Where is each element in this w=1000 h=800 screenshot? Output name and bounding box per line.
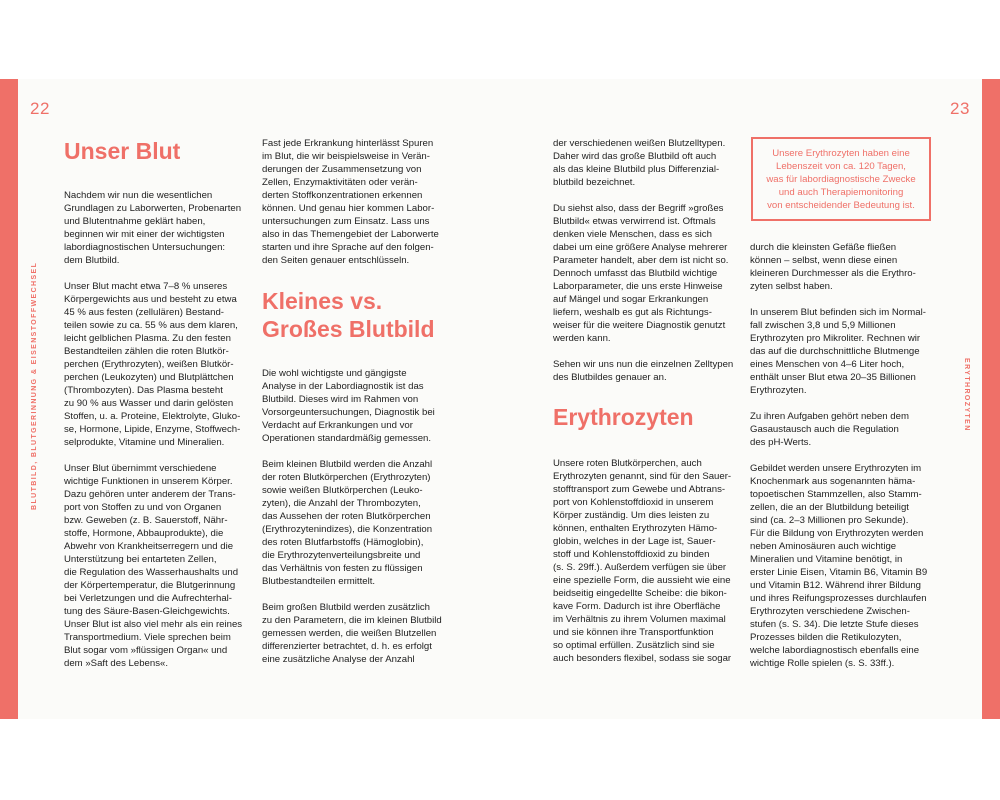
- text-line: Blutbild. Dieses wird im Rahmen von: [262, 394, 419, 405]
- text-line: können, enthalten Erythrozyten Hämo-: [553, 523, 718, 534]
- text-line: Blut sogar vom »flüssigen Organ« und: [64, 645, 228, 656]
- text-line: der verschiedenen weißen Blutzelltypen.: [553, 138, 726, 149]
- text-line: In unserem Blut befinden sich im Normal-: [750, 307, 926, 318]
- text-line: globin, welches in der Lage ist, Sauer-: [553, 536, 716, 547]
- text-line: das auf die durchschnittliche Blutmenge: [750, 346, 920, 357]
- callout-line: von entscheidender Bedeutung ist.: [767, 200, 915, 211]
- page-number-right: 23: [950, 99, 970, 118]
- text-line: Zu ihren Aufgaben gehört neben dem: [750, 411, 909, 422]
- text-line: differenzierter betrachtet, d. h. es erfolgt: [262, 641, 432, 652]
- text-line: das Aussehen der roten Blutkörperchen: [262, 511, 431, 522]
- text-line: teilen sowie zu ca. 55 % aus dem klaren,: [64, 320, 238, 331]
- text-line: können. Und genau hier kommen Labor-: [262, 203, 435, 214]
- text-line: der roten Blutkörperchen (Erythrozyten): [262, 472, 431, 483]
- text-line: als das kleine Blutbild plus Differenzial-: [553, 164, 720, 175]
- text-line: Transportmedium. Viele sprechen beim: [64, 632, 231, 643]
- text-line: port von Stoffen zu und von Organen: [64, 502, 222, 513]
- callout-line: Unsere Erythrozyten haben eine: [772, 148, 910, 159]
- text-line: zellen, die an der Blutbildung beteiligt: [750, 502, 909, 513]
- text-line: zu 90 % aus Wasser und darin gelösten: [64, 398, 234, 409]
- text-line: topoetischen Stammzellen, also Stamm-: [750, 489, 922, 500]
- text-line: Parameter handelt, aber dem ist nicht so.: [553, 255, 729, 266]
- paragraph: [262, 458, 448, 588]
- text-line: se, Hormone, Lipide, Enzyme, Stoffwech-: [64, 424, 241, 435]
- text-line: starten und ihre Sprache auf den folgen-: [262, 242, 434, 253]
- heading-line: Kleines vs.: [262, 288, 383, 314]
- callout-line: Lebenszeit von ca. 120 Tagen,: [776, 161, 906, 172]
- text-line: die Erythrozytenverteilungsbreite und: [262, 550, 421, 561]
- text-line: stoff und Kohlenstoffdioxid zu binden: [553, 549, 710, 560]
- text-line: Gebildet werden unsere Erythrozyten im: [750, 463, 922, 474]
- text-line: Prozesses bilden die Retikulozyten,: [750, 632, 902, 643]
- text-line: selprodukte, Vitamine und Mineralien.: [64, 437, 225, 448]
- text-line: liefern, weshalb es gut als Richtungs-: [553, 307, 712, 318]
- text-line: zu den Parametern, die im kleinen Blutbild: [262, 615, 442, 626]
- text-line: den Seiten genauer entschlüsseln.: [262, 255, 410, 266]
- text-line: Verdacht auf Erkrankungen und vor: [262, 420, 413, 431]
- text-line: stoffe, Hormone, Abbauprodukte), die: [64, 528, 224, 539]
- text-line: durch die kleinsten Gefäße fließen: [750, 242, 897, 253]
- text-line: im Verhältnis zu ihrem Volumen maximal: [553, 614, 726, 625]
- text-line: auch besonders flexibel, sodass sie sogar: [553, 653, 732, 664]
- text-line: kave Form. Dadurch ist ihre Oberfläche: [553, 601, 721, 612]
- text-line: perchen (Leukozyten) und Blutplättchen: [64, 372, 234, 383]
- text-line: Blutbestandteilen ermittelt.: [262, 576, 376, 587]
- heading-kleines-grosses-blutbild: [262, 287, 435, 343]
- text-line: Gasaustausch auch die Regulation: [750, 424, 899, 435]
- paragraph: [262, 137, 448, 267]
- column-2-top: [262, 137, 448, 280]
- paragraph: [553, 137, 739, 189]
- text-line: port von Kohlenstoffdioxid in unserem: [553, 497, 714, 508]
- text-line: Die wohl wichtigste und gängigste: [262, 368, 407, 379]
- text-line: Stoffen, u. a. Proteine, Elektrolyte, Gluko-: [64, 411, 241, 422]
- text-line: gemessen werden, die weißen Blutzellen: [262, 628, 437, 639]
- paragraph: [553, 202, 739, 345]
- text-line: Erythrozyten genannt, sind für den Sauer-: [553, 471, 732, 482]
- text-line: eine zusätzliche Analyse der Anzahl: [262, 654, 415, 665]
- text-line: fall zwischen 3,8 und 5,9 Millionen: [750, 320, 896, 331]
- text-line: (Erythrozytenindizes), die Konzentration: [262, 524, 433, 535]
- text-line: werden kann.: [553, 333, 611, 344]
- text-line: welche labordiagnostisch ebenfalls eine: [750, 645, 920, 656]
- text-line: wichtige Rolle spielen (s. S. 33ff.).: [750, 658, 895, 669]
- text-line: Bestandteilen zählen die roten Blutkör-: [64, 346, 229, 357]
- column-3-top: [553, 137, 739, 397]
- text-line: blutbild bezeichnet.: [553, 177, 636, 188]
- callout-line: was für labordiagnostische Zwecke: [766, 174, 916, 185]
- paragraph: [750, 410, 936, 449]
- left-page-band: [0, 79, 18, 719]
- paragraph: [64, 189, 250, 267]
- text-line: Unsere roten Blutkörperchen, auch: [553, 458, 702, 469]
- text-line: Unser Blut macht etwa 7–8 % unseres: [64, 281, 228, 292]
- text-line: Laborparameter, die uns erste Hinweise: [553, 281, 723, 292]
- text-line: Unser Blut übernimmt verschiedene: [64, 463, 217, 474]
- text-line: sind (ca. 2–3 Millionen pro Sekunde).: [750, 515, 909, 526]
- text-line: perchen (Erythrozyten), weißen Blutkör-: [64, 359, 234, 370]
- text-line: enthält unser Blut etwa 20–35 Billionen: [750, 372, 916, 383]
- paragraph: [553, 358, 739, 384]
- text-line: neben Aminosäuren auch wichtige: [750, 541, 897, 552]
- text-line: Erythrozyten verschiedene Zwischen-: [750, 606, 910, 617]
- text-line: Blutbild« etwas verwirrend ist. Oftmals: [553, 216, 716, 227]
- right-page-band: [982, 79, 1000, 719]
- text-line: Vorsorgeuntersuchungen, Diagnostik bei: [262, 407, 435, 418]
- text-line: 45 % aus festen (zellulären) Bestand-: [64, 307, 224, 318]
- text-line: Fast jede Erkrankung hinterlässt Spuren: [262, 138, 434, 149]
- text-line: Für die Bildung von Erythrozyten werden: [750, 528, 924, 539]
- text-line: bei Verletzungen und die Aufrechterhal-: [64, 593, 233, 604]
- text-line: Erythrozyten.: [750, 385, 807, 396]
- column-4: [750, 241, 936, 683]
- paragraph: [262, 601, 448, 666]
- text-line: Körper zuständig. Um dies leisten zu: [553, 510, 710, 521]
- text-line: der Körpertemperatur, die Blutgerinnung: [64, 580, 236, 591]
- text-line: (s. S. 29ff.). Außerdem verfügen sie über: [553, 562, 727, 573]
- text-line: Dazu gehören unter anderem der Trans-: [64, 489, 236, 500]
- paragraph: [750, 241, 936, 293]
- text-line: denken viele Menschen, dass es sich: [553, 229, 712, 240]
- text-line: untersuchungen zum Einsatz. Lass uns: [262, 216, 430, 227]
- text-line: eine spezielle Form, die aussieht wie eine: [553, 575, 731, 586]
- text-line: Erythrozyten pro Mikroliter. Rechnen wir: [750, 333, 921, 344]
- text-line: (Thrombozyten). Das Plasma besteht: [64, 385, 223, 396]
- text-line: bzw. Geweben (z. B. Sauerstoff, Nähr-: [64, 515, 228, 526]
- text-line: die Regulation des Wasserhaushalts und: [64, 567, 239, 578]
- text-line: dabei um eine größere Analyse mehrerer: [553, 242, 728, 253]
- text-line: leicht gelblichen Plasma. Zu den festen: [64, 333, 231, 344]
- text-line: so optimal erfüllen. Zusätzlich sind sie: [553, 640, 715, 651]
- page-number-left: 22: [30, 99, 50, 118]
- column-2-bottom: [262, 367, 448, 679]
- text-line: Zellen, Enzymaktivitäten oder verän-: [262, 177, 418, 188]
- heading-line: Großes Blutbild: [262, 316, 435, 342]
- text-line: Nachdem wir nun die wesentlichen: [64, 190, 213, 201]
- paragraph: [64, 462, 250, 670]
- text-line: auf Mängel und sogar Erkrankungen: [553, 294, 709, 305]
- text-line: kleineren Durchmesser als die Erythro-: [750, 268, 916, 279]
- text-line: des roten Blutfarbstoffs (Hämoglobin),: [262, 537, 424, 548]
- paragraph: [750, 306, 936, 397]
- text-line: derten Stoffkonzentrationen erkennen: [262, 190, 423, 201]
- column-1: [64, 189, 250, 683]
- text-line: Grundlagen zu Laborwerten, Probenarten: [64, 203, 242, 214]
- text-line: Sehen wir uns nun die einzelnen Zelltypen: [553, 359, 734, 370]
- text-line: Operationen standardmäßig gemessen.: [262, 433, 432, 444]
- text-line: Unterstützung bei entarteten Zellen,: [64, 554, 217, 565]
- running-header-right: ERYTHROZYTEN: [963, 358, 970, 432]
- text-line: Mineralien und Vitamine benötigt, in: [750, 554, 903, 565]
- text-line: und Blutentnahme geklärt haben,: [64, 216, 206, 227]
- text-line: Abwehr von Krankheitserregern und die: [64, 541, 234, 552]
- text-line: und Vitamin B12. Während ihrer Bildung: [750, 580, 922, 591]
- heading-unser-blut: Unser Blut: [64, 138, 181, 164]
- callout-line: und auch Therapiemonitoring: [778, 187, 904, 198]
- text-line: Analyse in der Labordiagnostik ist das: [262, 381, 424, 392]
- text-line: beidseitig eingedellte Scheibe: die bikon-: [553, 588, 727, 599]
- text-line: des Blutbildes genauer an.: [553, 372, 667, 383]
- text-line: also in das Themengebiet der Laborwerte: [262, 229, 439, 240]
- paragraph: [553, 457, 739, 665]
- text-line: eines Menschen von 4–6 Liter hoch,: [750, 359, 905, 370]
- text-line: wichtige Funktionen in unserem Körper.: [64, 476, 233, 487]
- text-line: sowie weißen Blutkörperchen (Leuko-: [262, 485, 423, 496]
- text-line: labordiagnostischen Untersuchungen:: [64, 242, 226, 253]
- paragraph: [750, 462, 936, 670]
- paragraph: [64, 280, 250, 449]
- text-line: Daher wird das große Blutbild oft auch: [553, 151, 717, 162]
- text-line: tung des Säure-Basen-Gleichgewichts.: [64, 606, 230, 617]
- heading-erythrozyten: Erythrozyten: [553, 404, 694, 430]
- text-line: im Blut, die wir beispielsweise in Verän-: [262, 151, 430, 162]
- text-line: Knochenmark aus sogenannten häma-: [750, 476, 916, 487]
- text-line: Unser Blut ist also viel mehr als ein reines: [64, 619, 243, 630]
- paragraph: [262, 367, 448, 445]
- text-line: zyten), die Anzahl der Thrombozyten,: [262, 498, 421, 509]
- text-line: stofftransport zum Gewebe und Abtrans-: [553, 484, 726, 495]
- text-line: Beim großen Blutbild werden zusätzlich: [262, 602, 430, 613]
- text-line: weiser für die weitere Diagnostik genutzt: [553, 320, 726, 331]
- text-line: Körpergewichts aus und besteht zu etwa: [64, 294, 237, 305]
- text-line: Beim kleinen Blutbild werden die Anzahl: [262, 459, 433, 470]
- text-line: und ihres Reifungsprozesses durchlaufen: [750, 593, 927, 604]
- running-header-left: BLUTBILD, BLUTGERINNUNG & EISENSTOFFWECHSEL: [31, 261, 38, 510]
- text-line: Du siehst also, dass der Begriff »großes: [553, 203, 724, 214]
- callout-box: [751, 137, 931, 221]
- text-line: derungen der Zusammensetzung von: [262, 164, 422, 175]
- text-line: beginnen wir mit einer der wichtigsten: [64, 229, 225, 240]
- text-line: dem »Saft des Lebens«.: [64, 658, 169, 669]
- column-3-bottom: [553, 457, 739, 678]
- text-line: stufen (s. S. 34). Die letzte Stufe dieses: [750, 619, 919, 630]
- text-line: dem Blutbild.: [64, 255, 120, 266]
- text-line: Dennoch umfasst das Blutbild wichtige: [553, 268, 718, 279]
- text-line: zyten selbst haben.: [750, 281, 833, 292]
- text-line: erster Linie Eisen, Vitamin B6, Vitamin B9: [750, 567, 928, 578]
- text-line: das Verhältnis von festen zu flüssigen: [262, 563, 423, 574]
- text-line: und sie können ihre Transportfunktion: [553, 627, 714, 638]
- text-line: können – selbst, wenn diese einen: [750, 255, 898, 266]
- text-line: des pH-Werts.: [750, 437, 812, 448]
